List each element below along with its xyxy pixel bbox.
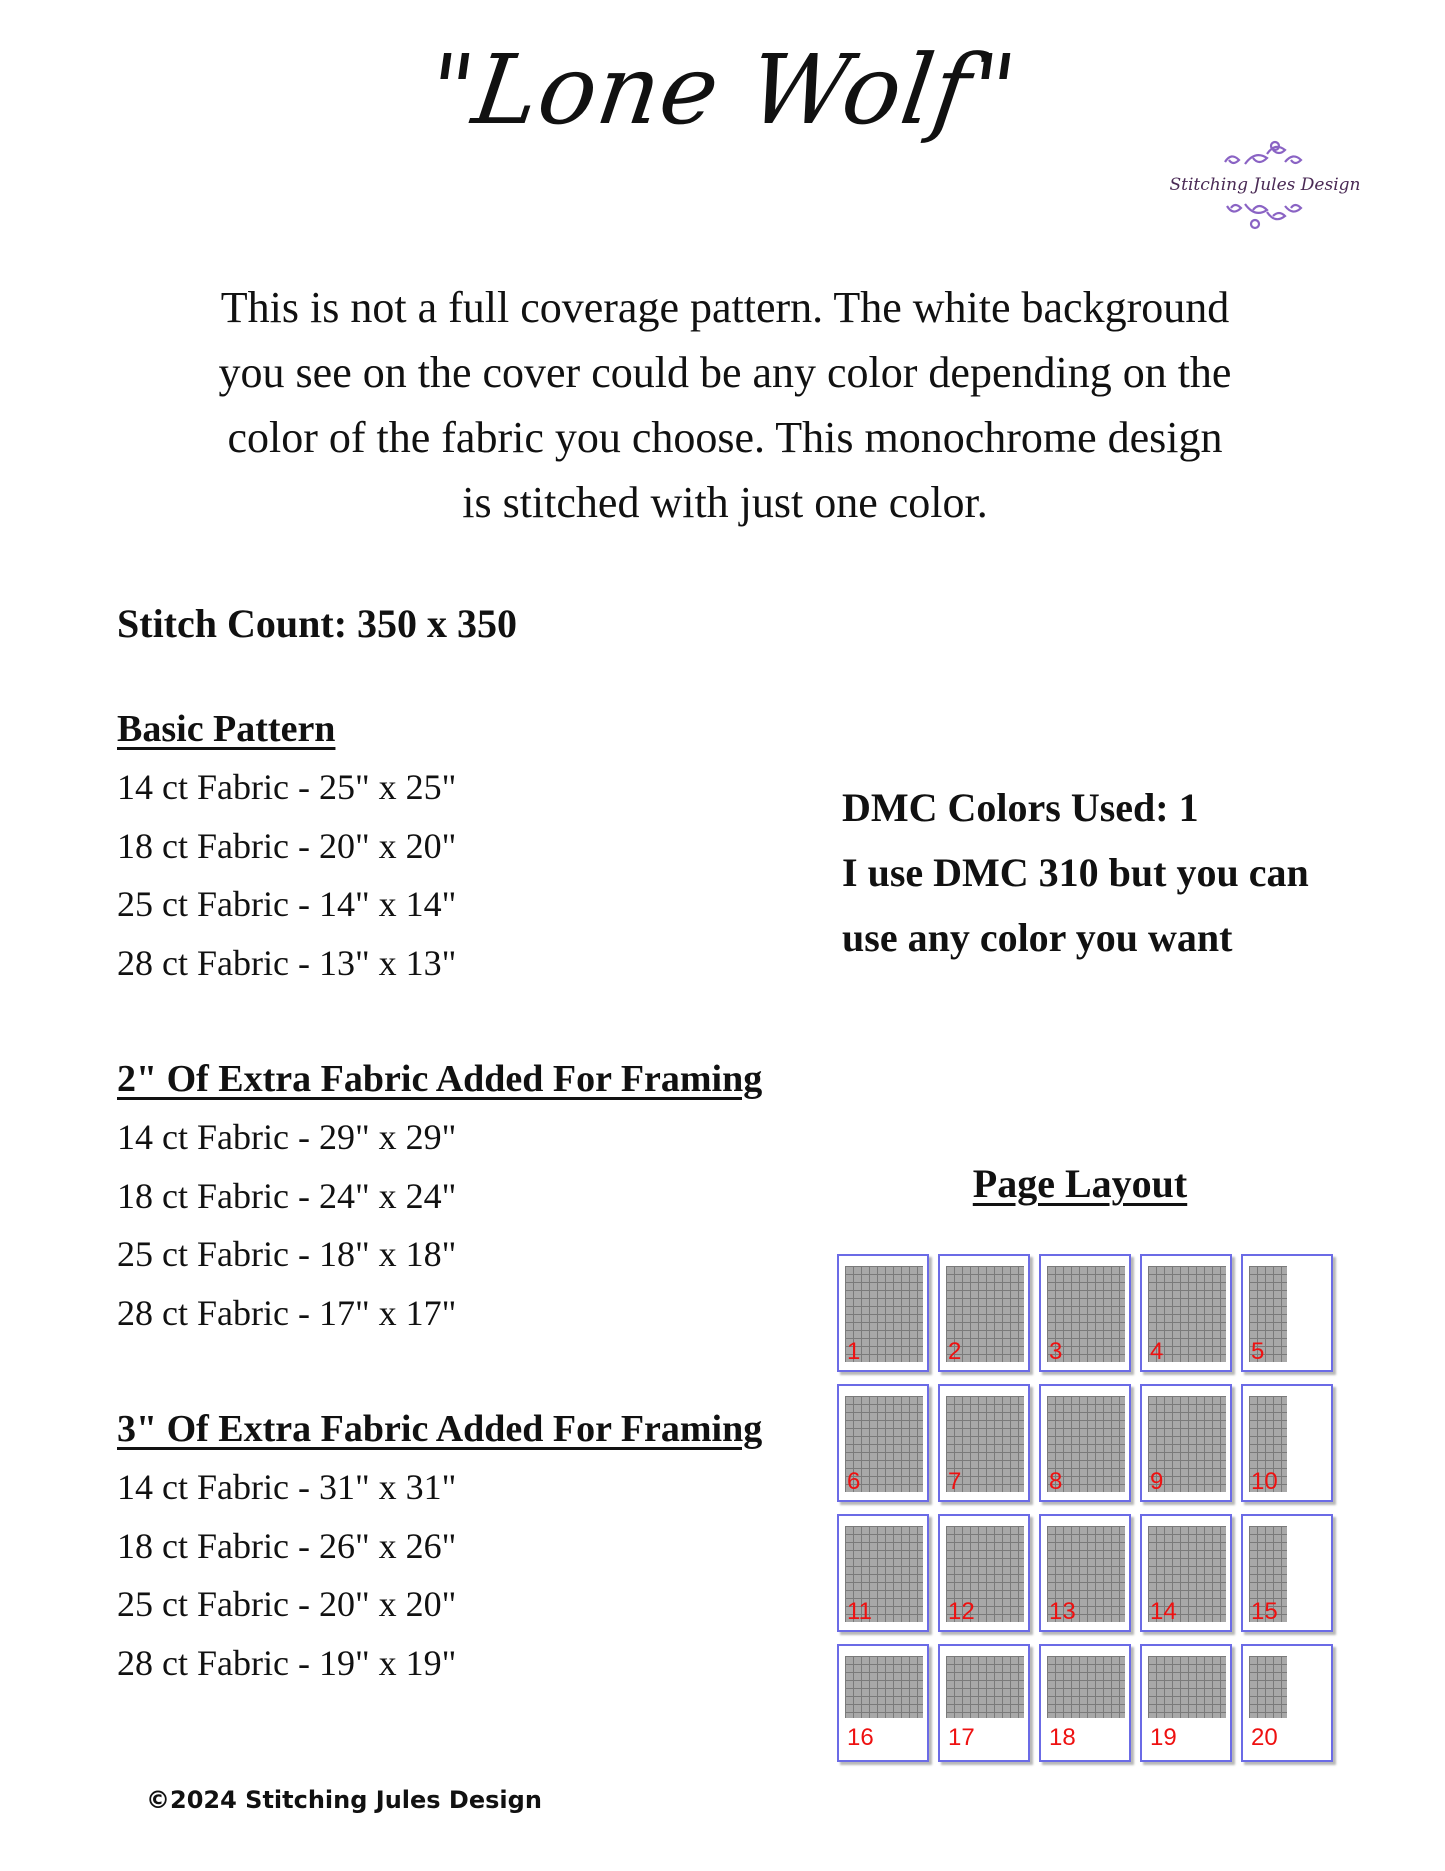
page-number: 8	[1049, 1468, 1063, 1495]
swirl-flourish-icon	[1205, 140, 1325, 172]
section-heading: 3" Of Extra Fabric Added For Framing	[117, 1408, 763, 1450]
fabric-size-row: 25 ct Fabric - 18" x 18"	[117, 1234, 457, 1274]
fabric-size-row: 25 ct Fabric - 20" x 20"	[117, 1584, 457, 1624]
dmc-line: DMC Colors Used: 1	[842, 785, 1199, 830]
dmc-line: use any color you want	[842, 915, 1233, 960]
dmc-colors-info	[842, 775, 1309, 970]
fabric-size-row: 28 ct Fabric - 13" x 13"	[117, 942, 457, 983]
fabric-size-row: 25 ct Fabric - 14" x 14"	[117, 884, 457, 924]
page-number: 20	[1251, 1724, 1278, 1751]
page-thumbnail	[938, 1384, 1030, 1502]
page-thumbnail	[837, 1254, 929, 1372]
page-thumbnail	[837, 1514, 929, 1632]
fabric-size-row: 18 ct Fabric - 26" x 26"	[117, 1525, 457, 1566]
page-thumbnail	[1241, 1644, 1333, 1762]
pattern-title: "Lone Wolf"	[421, 34, 1024, 146]
page-thumbnail	[1039, 1644, 1131, 1762]
page-number: 3	[1049, 1338, 1063, 1365]
section-2in-framing	[117, 1050, 762, 1342]
page-number: 12	[948, 1598, 975, 1625]
page-layout-title: Page Layout	[972, 1161, 1188, 1206]
chart-grid-preview	[1148, 1656, 1226, 1718]
page-thumbnail	[1039, 1254, 1131, 1372]
page-thumbnail	[1140, 1514, 1232, 1632]
page-number: 11	[847, 1598, 872, 1625]
page-number: 5	[1251, 1338, 1265, 1365]
fabric-size-row: 14 ct Fabric - 31" x 31"	[117, 1467, 457, 1507]
page-number: 1	[847, 1338, 861, 1365]
fabric-size-row: 14 ct Fabric - 25" x 25"	[117, 767, 457, 807]
section-heading: Basic Pattern	[117, 708, 336, 750]
fabric-size-row: 28 ct Fabric - 17" x 17"	[117, 1292, 457, 1333]
page-number: 14	[1150, 1598, 1177, 1625]
page-thumbnail	[1241, 1514, 1333, 1632]
page-number: 13	[1049, 1598, 1076, 1625]
chart-grid-preview	[845, 1656, 923, 1718]
intro-line: is stitched with just one color.	[462, 478, 988, 527]
page-thumbnail	[1241, 1254, 1333, 1372]
fabric-size-row: 28 ct Fabric - 19" x 19"	[117, 1642, 457, 1683]
page-thumbnail	[1241, 1384, 1333, 1502]
fabric-size-row: 18 ct Fabric - 24" x 24"	[117, 1175, 457, 1216]
page-thumbnail	[1140, 1384, 1232, 1502]
page-number: 6	[847, 1468, 861, 1495]
page-number: 7	[948, 1468, 962, 1495]
page-thumbnail	[938, 1514, 1030, 1632]
chart-grid-preview	[1249, 1656, 1287, 1718]
brand-logo	[1165, 140, 1365, 250]
fabric-size-row: 18 ct Fabric - 20" x 20"	[117, 825, 457, 866]
page-thumbnail	[1039, 1384, 1131, 1502]
intro-line: color of the fabric you choose. This monochrome design	[227, 413, 1223, 462]
section-heading: 2" Of Extra Fabric Added For Framing	[117, 1058, 763, 1100]
logo-text: Stitching Jules Design	[1169, 175, 1361, 195]
fabric-size-row: 14 ct Fabric - 29" x 29"	[117, 1117, 457, 1157]
page-thumbnail	[1140, 1254, 1232, 1372]
intro-line: This is not a full coverage pattern. The white background	[220, 283, 1230, 332]
section-basic-pattern	[117, 700, 456, 992]
intro-line: you see on the cover could be any color depending on the	[218, 348, 1232, 397]
section-3in-framing	[117, 1400, 762, 1692]
page-thumbnail	[1039, 1514, 1131, 1632]
chart-grid-preview	[1047, 1656, 1125, 1718]
intro-paragraph	[140, 275, 1310, 535]
copyright-footer: ©2024 Stitching Jules Design	[146, 1786, 542, 1814]
page-number: 2	[948, 1338, 962, 1365]
page-layout-grid	[837, 1254, 1334, 1763]
page-number: 15	[1251, 1598, 1278, 1625]
page-number: 9	[1150, 1468, 1164, 1495]
page-number: 10	[1251, 1468, 1278, 1495]
page-number: 19	[1150, 1724, 1177, 1751]
swirl-flourish-icon	[1205, 198, 1325, 230]
page-thumbnail	[837, 1384, 929, 1502]
page-number: 16	[847, 1724, 874, 1751]
stitch-count: Stitch Count: 350 x 350	[117, 601, 518, 646]
page-thumbnail	[837, 1644, 929, 1762]
chart-grid-preview	[946, 1656, 1024, 1718]
page-number: 4	[1150, 1338, 1164, 1365]
page-number: 17	[948, 1724, 975, 1751]
page-number: 18	[1049, 1724, 1076, 1751]
page-thumbnail	[938, 1254, 1030, 1372]
page-thumbnail	[938, 1644, 1030, 1762]
page-thumbnail	[1140, 1644, 1232, 1762]
dmc-line: I use DMC 310 but you can	[842, 850, 1309, 895]
